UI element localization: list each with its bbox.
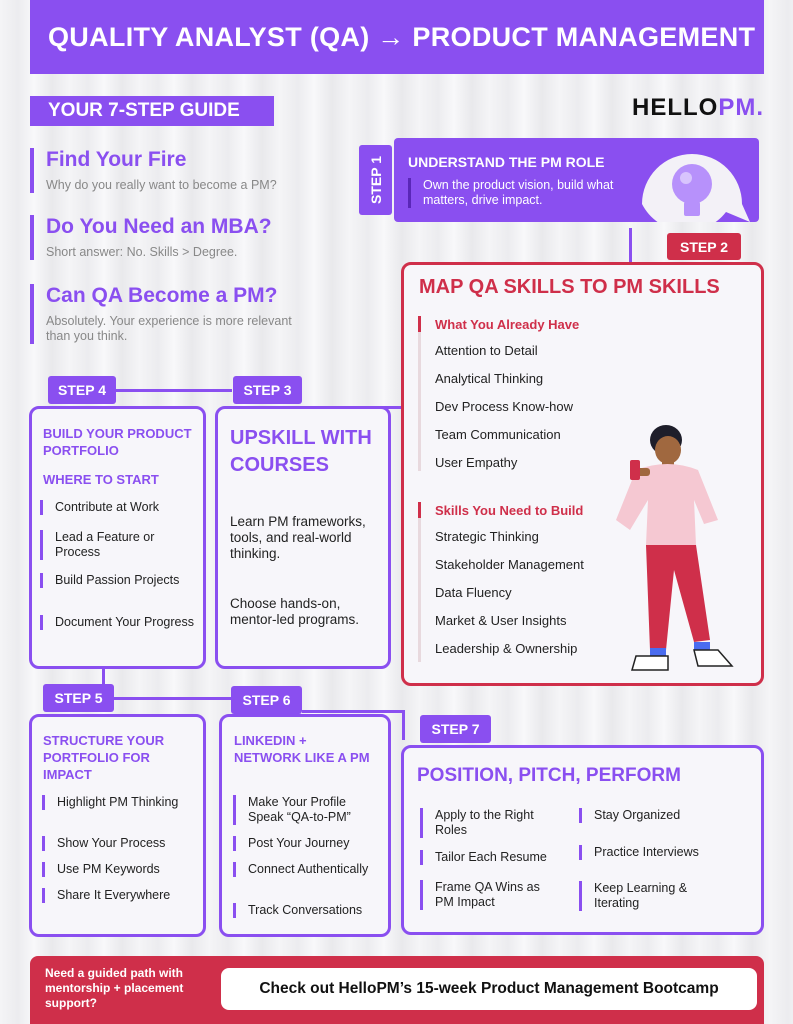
have-skill: Dev Process Know-how xyxy=(435,399,573,414)
list-item: Show Your Process xyxy=(42,836,192,851)
question-title: Can QA Become a PM? xyxy=(46,284,278,307)
list-item: Highlight PM Thinking xyxy=(42,795,192,810)
cta-question: Need a guided path with mentorship + placement support? xyxy=(45,966,184,1010)
hellopm-logo[interactable]: HELLOPM. xyxy=(632,94,764,121)
list-item: Track Conversations xyxy=(233,903,383,918)
step3-text: Choose hands-on, mentor-led programs. xyxy=(230,596,360,627)
step2-divider xyxy=(418,316,421,471)
list-item: Lead a Feature or Process xyxy=(40,530,195,560)
build-label: Skills You Need to Build xyxy=(435,503,584,518)
list-item: Frame QA Wins as PM Impact xyxy=(420,880,560,910)
step1-tag: STEP 1 xyxy=(359,145,392,215)
connector-line xyxy=(402,710,405,740)
question-subtitle: Short answer: No. Skills > Degree. xyxy=(46,245,238,259)
question-find-fire xyxy=(30,148,330,193)
list-item: Post Your Journey xyxy=(233,836,383,851)
list-item: Use PM Keywords xyxy=(42,862,192,877)
list-item: Stay Organized xyxy=(579,808,729,823)
step5-tag: STEP 5 xyxy=(43,684,114,712)
list-item: Build Passion Projects xyxy=(40,573,195,588)
list-item: Share It Everywhere xyxy=(42,888,192,903)
question-subtitle: Why do you really want to become a PM? xyxy=(46,178,277,192)
step6-title: LINKEDIN + NETWORK LIKE A PM xyxy=(234,733,370,765)
step6-tag: STEP 6 xyxy=(231,686,302,714)
list-item: Apply to the Right Roles xyxy=(420,808,560,838)
page-header xyxy=(30,0,764,74)
question-subtitle: Absolutely. Your experience is more relevant than you think. xyxy=(46,314,292,343)
connector-line xyxy=(116,389,232,392)
question-qa-pm xyxy=(30,284,300,344)
step2-divider xyxy=(418,502,421,662)
question-title: Do You Need an MBA? xyxy=(46,215,272,238)
have-label: What You Already Have xyxy=(435,317,580,332)
step3-tag: STEP 3 xyxy=(233,376,302,404)
build-skill: Leadership & Ownership xyxy=(435,641,578,656)
step1-text: Own the product vision, build what matters, drive impact. xyxy=(408,178,618,208)
connector-line xyxy=(302,710,404,713)
page-title: QUALITY ANALYST (QA) → PRODUCT MANAGEMENT xyxy=(48,21,756,52)
step4-subtitle: WHERE TO START xyxy=(43,472,159,487)
have-skill: Team Communication xyxy=(435,427,561,442)
build-skill: Stakeholder Management xyxy=(435,557,584,572)
build-skill: Data Fluency xyxy=(435,585,512,600)
step5-title: STRUCTURE YOUR PORTFOLIO FOR IMPACT xyxy=(43,733,165,782)
question-title: Find Your Fire xyxy=(46,148,187,171)
person-illustration xyxy=(606,420,756,682)
step2-tag: STEP 2 xyxy=(667,233,741,260)
build-skill: Strategic Thinking xyxy=(435,529,539,544)
list-item: Contribute at Work xyxy=(40,500,195,515)
step1-card xyxy=(394,138,759,222)
step3-text: Learn PM frameworks, tools, and real-world thinking. xyxy=(230,514,366,561)
list-item: Keep Learning & Iterating xyxy=(579,881,729,911)
list-item: Make Your Profile Speak “QA-to-PM” xyxy=(233,795,383,825)
list-item: Practice Interviews xyxy=(579,845,729,860)
question-mba xyxy=(30,215,330,260)
lightbulb-icon xyxy=(634,144,754,222)
bootcamp-button[interactable]: Check out HelloPM’s 15-week Product Management Bootcamp xyxy=(221,968,757,1010)
list-item: Document Your Progress xyxy=(40,615,195,630)
step4-title: BUILD YOUR PRODUCT PORTFOLIO xyxy=(43,426,192,458)
step3-title: UPSKILL WITH COURSES xyxy=(230,427,372,476)
have-skill: User Empathy xyxy=(435,455,518,470)
step1-title: UNDERSTAND THE PM ROLE xyxy=(408,154,605,170)
have-skill: Attention to Detail xyxy=(435,343,538,358)
list-item: Tailor Each Resume xyxy=(420,850,560,865)
connector-line xyxy=(629,228,632,262)
list-item: Connect Authentically xyxy=(233,862,383,877)
step4-tag: STEP 4 xyxy=(48,376,116,404)
build-skill: Market & User Insights xyxy=(435,613,567,628)
step7-tag: STEP 7 xyxy=(420,715,491,743)
step7-title: POSITION, PITCH, PERFORM xyxy=(417,765,681,786)
guide-label: YOUR 7-STEP GUIDE xyxy=(30,96,274,126)
step2-title: MAP QA SKILLS TO PM SKILLS xyxy=(419,276,720,298)
connector-line xyxy=(114,697,232,700)
have-skill: Analytical Thinking xyxy=(435,371,544,386)
